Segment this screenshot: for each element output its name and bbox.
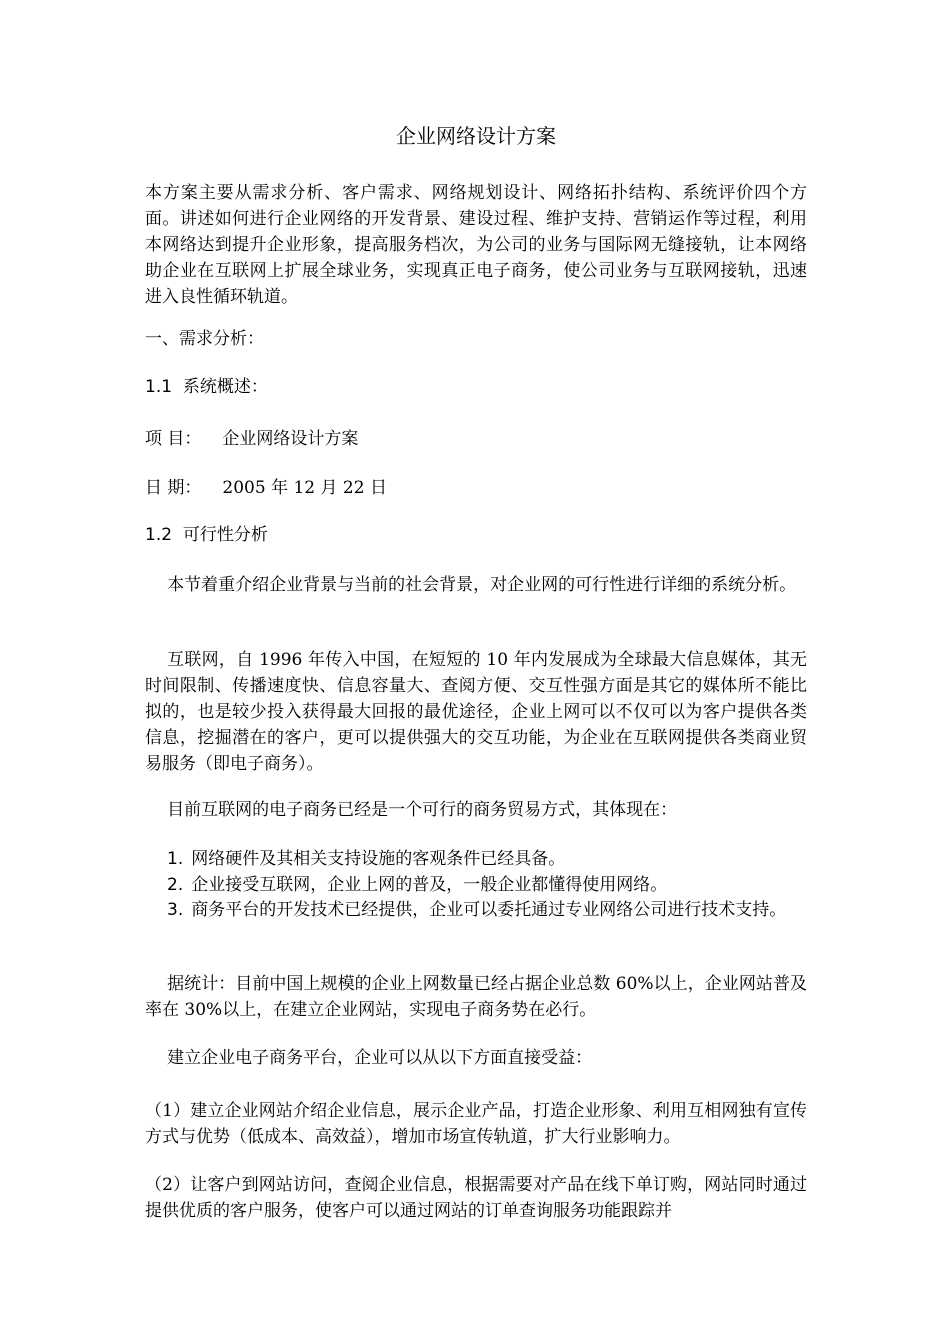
benefit-intro-paragraph: 建立企业电子商务平台，企业可以从以下方面直接受益：	[167, 1048, 593, 1068]
list-marker: 2.	[167, 875, 184, 895]
internet-paragraph: 互联网，自 1996 年传入中国，在短短的 10 年内发展成为全球最大信息媒体，其无时间限制、传播速度快、信息容量大、查阅方便、交互性强方面是其它的媒体所不能比拟的，也是较少投入获得最大回报的最优途径，企业上网可以不仅可以为客户提供各类信息，挖掘潜在的客户，更可以提供强大的交互功能，为企业在互联网提供各类商业贸易服务（即电子商务）。	[145, 650, 807, 774]
subsection-heading-feasibility	[145, 522, 268, 548]
list-text: 商务平台的开发技术已经提供，企业可以委托通过专业网络公司进行技术支持。	[191, 900, 787, 920]
intro-paragraph: 本方案主要从需求分析、客户需求、网络规划设计、网络拓扑结构、系统评价四个方面。讲述如何进行企业网络的开发背景、建设过程、维护支持、营销运作等过程，利用本网络达到提升企业形象，提高服务档次，为公司的业务与国际网无缝接轨，让本网络助企业在互联网上扩展全球业务，实现真正电子商务，使公司业务与互联网接轨，迅速进入良性循环轨道。	[145, 183, 807, 307]
benefit-item-2: （2）让客户到网站访问，查阅企业信息，根据需要对产品在线下单订购，网站同时通过提供优质的客户服务，使客户可以通过网站的订单查询服务功能跟踪并	[145, 1175, 807, 1221]
subsection-number: 1.2	[145, 525, 173, 545]
subsection-number: 1.1	[145, 377, 173, 397]
list-marker: 1.	[167, 849, 184, 869]
list-text: 网络硬件及其相关支持设施的客观条件已经具备。	[191, 849, 566, 869]
list-text: 企业接受互联网，企业上网的普及，一般企业都懂得使用网络。	[191, 875, 668, 895]
benefit-item-1: （1）建立企业网站介绍企业信息，展示企业产品，打造企业形象、利用互相网独有宣传方式与优势（低成本、高效益），增加市场宣传轨道，扩大行业影响力。	[145, 1101, 807, 1147]
document-title: 企业网络设计方案	[396, 124, 556, 148]
statistics-paragraph: 据统计：目前中国上规模的企业上网数量已经占据企业总数 60%以上，企业网站普及率在 30%以上，在建立企业网站，实现电子商务势在必行。	[145, 974, 807, 1020]
current-status-paragraph: 目前互联网的电子商务已经是一个可行的商务贸易方式，其体现在：	[167, 800, 678, 820]
date-row	[145, 475, 387, 501]
project-label: 项 目：	[145, 429, 202, 449]
project-row	[145, 426, 358, 452]
section-heading-requirements: 一、需求分析：	[145, 329, 264, 349]
list-item	[145, 872, 807, 898]
list-item	[145, 846, 807, 872]
list-marker: 3.	[167, 900, 184, 920]
background-paragraph: 本节着重介绍企业背景与当前的社会背景，对企业网的可行性进行详细的系统分析。	[167, 575, 797, 595]
subsection-label: 系统概述：	[182, 377, 268, 397]
list-item	[145, 897, 807, 923]
subsection-heading-overview	[145, 374, 268, 400]
project-value: 企业网络设计方案	[222, 429, 359, 449]
date-value: 2005 年 12 月 22 日	[222, 478, 387, 498]
subsection-label: 可行性分析	[182, 525, 268, 545]
date-label: 日 期：	[145, 478, 202, 498]
